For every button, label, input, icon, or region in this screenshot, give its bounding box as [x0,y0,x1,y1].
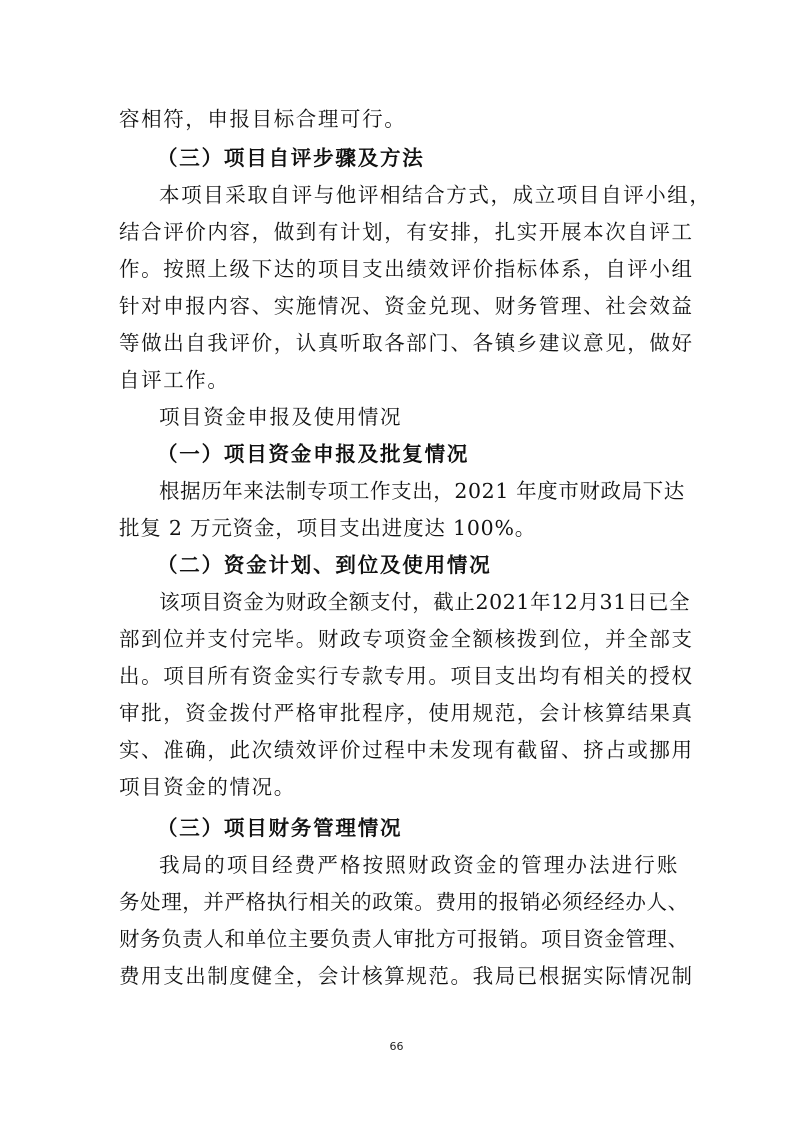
section-heading: （三）项目自评步骤及方法 [157,146,425,170]
body-text-line: 作。按照上级下达的项目支出绩效评价指标体系，自评小组 [119,257,694,281]
body-text-line: 该项目资金为财政全额支付，截止2021年12月31日已全 [159,590,691,614]
body-text-line: 本项目采取自评与他评相结合方式，成立项目自评小组， [159,183,712,207]
body-text-line: 实、准确，此次绩效评价过程中未发现有截留、挤占或挪用 [119,738,694,762]
page-number: 66 [389,1040,404,1053]
body-text-line: 审批，资金拨付严格审批程序，使用规范，会计核算结果真 [119,701,694,725]
body-text-line: 财务负责人和单位主要负责人审批方可报销。项目资金管理、 [119,927,689,951]
chapter-heading: 项目资金申报及使用情况 [159,405,403,429]
body-text-line: 容相符，申报目标合理可行。 [119,107,407,131]
body-text-line: 等做出自我评价，认真听取各部门、各镇乡建议意见，做好 [119,331,694,355]
body-text-line: 针对申报内容、实施情况、资金兑现、财务管理、社会效益 [119,294,694,318]
body-text-line: 批复 2 万元资金，项目支出进度达 100%。 [119,516,537,540]
section-heading: （三）项目财务管理情况 [157,816,403,840]
section-heading: （二）资金计划、到位及使用情况 [157,553,492,577]
body-text-line: 务处理，并严格执行相关的政策。费用的报销必须经经办人、 [119,890,689,914]
body-text-line: 自评工作。 [119,368,230,392]
body-text-line: 我局的项目经费严格按照财政资金的管理办法进行账 [159,853,679,877]
body-text-line: 出。项目所有资金实行专款专用。项目支出均有相关的授权 [119,664,694,688]
body-text-line: 结合评价内容，做到有计划，有安排，扎实开展本次自评工 [119,220,694,244]
body-text-line: 部到位并支付完毕。财政专项资金全额核拨到位，并全部支 [119,627,694,651]
body-text-line: 费用支出制度健全，会计核算规范。我局已根据实际情况制 [119,964,694,988]
body-text-line: 根据历年来法制专项工作支出，2021 年度市财政局下达 [159,479,685,503]
section-heading: （一）项目资金申报及批复情况 [157,442,470,466]
body-text-line: 项目资金的情况。 [119,775,296,799]
